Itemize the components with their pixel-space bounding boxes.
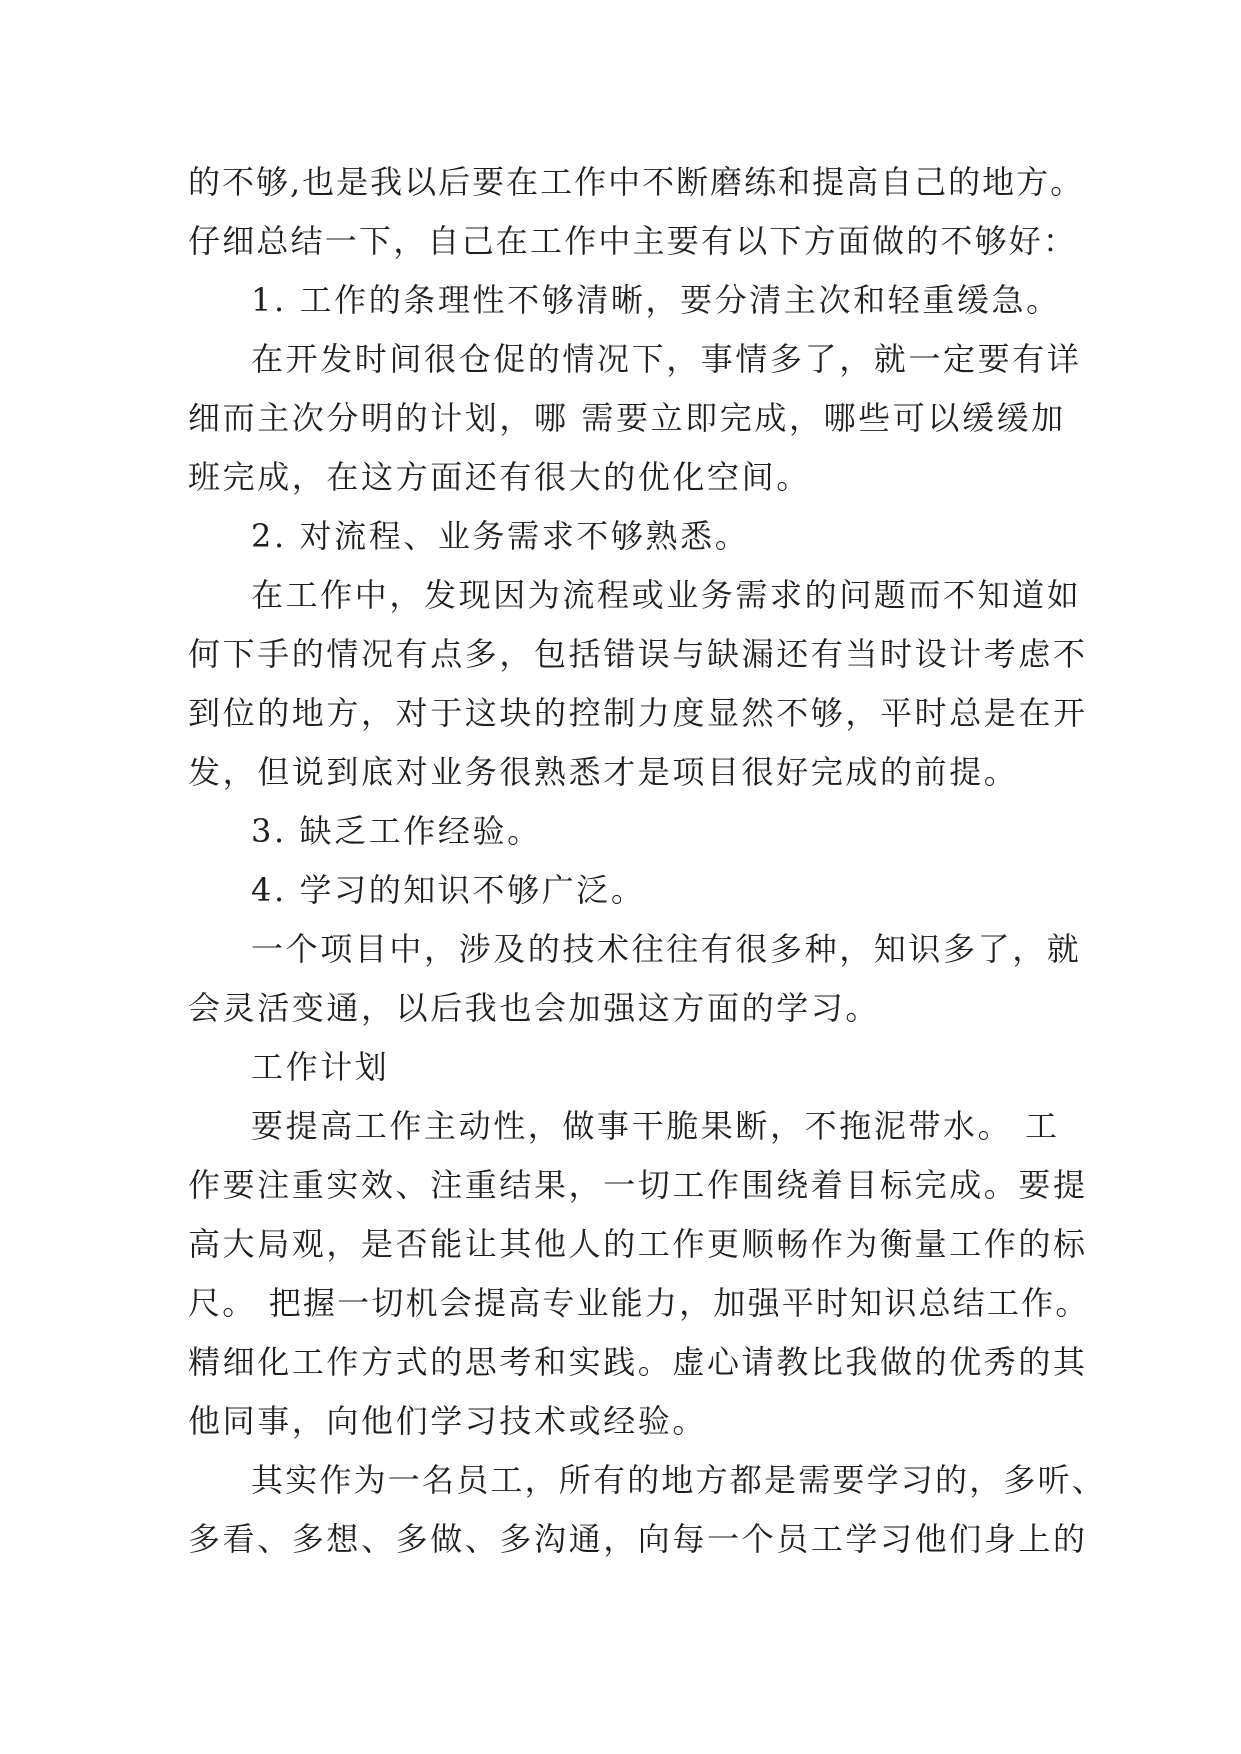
- text-line: 细而主次分明的计划，哪 需要立即完成，哪些可以缓缓加: [188, 399, 1066, 437]
- text-line: 他同事，向他们学习技术或经验。: [188, 1402, 708, 1440]
- text-line: 其实作为一名员工，所有的地方都是需要学习的，多听、: [251, 1461, 1107, 1499]
- text-line: 精细化工作方式的思考和实践。虚心请教比我做的优秀的其: [188, 1343, 1088, 1381]
- list-item-heading: 3. 缺乏工作经验。: [251, 812, 542, 850]
- text-line: 到位的地方，对于这块的控制力度显然不够，平时总是在开: [188, 694, 1088, 732]
- text-line: 发，但说到底对业务很熟悉才是项目很好完成的前提。: [188, 753, 1019, 791]
- text-line: 会灵活变通，以后我也会加强这方面的学习。: [188, 989, 881, 1027]
- list-item-heading: 4. 学习的知识不够广泛。: [251, 871, 646, 909]
- text-line: 尺。 把握一切机会提高专业能力，加强平时知识总结工作。: [188, 1284, 1090, 1322]
- list-item-heading: 2. 对流程、业务需求不够熟悉。: [251, 517, 750, 555]
- text-line: 一个项目中，涉及的技术往往有很多种，知识多了，就: [251, 930, 1082, 968]
- text-line: 多看、多想、多做、多沟通，向每一个员工学习他们身上的: [188, 1520, 1088, 1558]
- text-line: 班完成，在这方面还有很大的优化空间。: [188, 458, 811, 496]
- text-line: 要提高工作主动性，做事干脆果断，不拖泥带水。 工: [251, 1107, 1060, 1145]
- text-line: 何下手的情况有点多，包括错误与缺漏还有当时设计考虑不: [188, 635, 1088, 673]
- list-item-heading: 1. 工作的条理性不够清晰，要分清主次和轻重缓急。: [251, 281, 1061, 319]
- section-heading: 工作计划: [251, 1048, 390, 1086]
- text-line: 在工作中，发现因为流程或业务需求的问题而不知道如: [251, 576, 1082, 614]
- text-line: 的不够,也是我以后要在工作中不断磨练和提高自己的地方。: [188, 163, 1085, 201]
- text-line: 作要注重实效、注重结果，一切工作围绕着目标完成。要提: [188, 1166, 1088, 1204]
- text-line: 仔细总结一下，自己在工作中主要有以下方面做的不够好：: [188, 222, 1078, 260]
- text-line: 在开发时间很仓促的情况下，事情多了，就一定要有详: [251, 340, 1082, 378]
- text-line: 高大局观，是否能让其他人的工作更顺畅作为衡量工作的标: [188, 1225, 1088, 1263]
